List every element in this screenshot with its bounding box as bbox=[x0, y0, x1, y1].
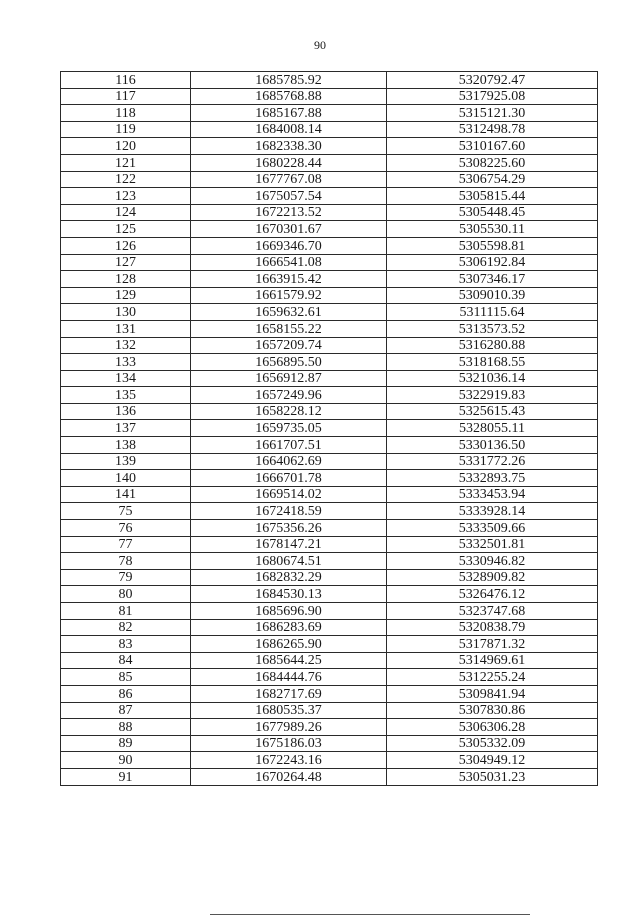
table-row bbox=[61, 320, 598, 337]
y-coordinate-cell: 5317871.32 bbox=[387, 636, 598, 653]
table-row bbox=[61, 652, 598, 669]
table-row bbox=[61, 154, 598, 171]
table-row bbox=[61, 88, 598, 105]
x-coordinate-cell: 1686283.69 bbox=[191, 619, 387, 636]
x-coordinate-cell: 1664062.69 bbox=[191, 453, 387, 470]
x-coordinate-cell: 1669514.02 bbox=[191, 486, 387, 503]
x-coordinate-cell: 1675186.03 bbox=[191, 735, 387, 752]
y-coordinate-cell: 5321036.14 bbox=[387, 370, 598, 387]
point-number-cell: 117 bbox=[61, 88, 191, 105]
table-row bbox=[61, 304, 598, 321]
x-coordinate-cell: 1680228.44 bbox=[191, 154, 387, 171]
x-coordinate-cell: 1678147.21 bbox=[191, 536, 387, 553]
x-coordinate-cell: 1672243.16 bbox=[191, 752, 387, 769]
y-coordinate-cell: 5305332.09 bbox=[387, 735, 598, 752]
table-row bbox=[61, 569, 598, 586]
y-coordinate-cell: 5312498.78 bbox=[387, 121, 598, 138]
y-coordinate-cell: 5308225.60 bbox=[387, 154, 598, 171]
table-row bbox=[61, 204, 598, 221]
table-row bbox=[61, 138, 598, 155]
x-coordinate-cell: 1680535.37 bbox=[191, 702, 387, 719]
x-coordinate-cell: 1686265.90 bbox=[191, 636, 387, 653]
table-row bbox=[61, 254, 598, 271]
x-coordinate-cell: 1684444.76 bbox=[191, 669, 387, 686]
table-row bbox=[61, 105, 598, 122]
point-number-cell: 125 bbox=[61, 221, 191, 238]
point-number-cell: 141 bbox=[61, 486, 191, 503]
point-number-cell: 124 bbox=[61, 204, 191, 221]
table-row bbox=[61, 619, 598, 636]
y-coordinate-cell: 5305598.81 bbox=[387, 237, 598, 254]
table-row bbox=[61, 553, 598, 570]
point-number-cell: 131 bbox=[61, 320, 191, 337]
y-coordinate-cell: 5311115.64 bbox=[387, 304, 598, 321]
y-coordinate-cell: 5316280.88 bbox=[387, 337, 598, 354]
page-number: 90 bbox=[314, 38, 326, 52]
x-coordinate-cell: 1684530.13 bbox=[191, 586, 387, 603]
point-number-cell: 75 bbox=[61, 503, 191, 520]
point-number-cell: 87 bbox=[61, 702, 191, 719]
x-coordinate-cell: 1685768.88 bbox=[191, 88, 387, 105]
x-coordinate-cell: 1659632.61 bbox=[191, 304, 387, 321]
y-coordinate-cell: 5332501.81 bbox=[387, 536, 598, 553]
table-row bbox=[61, 171, 598, 188]
point-number-cell: 118 bbox=[61, 105, 191, 122]
point-number-cell: 132 bbox=[61, 337, 191, 354]
table-row bbox=[61, 735, 598, 752]
x-coordinate-cell: 1666541.08 bbox=[191, 254, 387, 271]
x-coordinate-cell: 1656895.50 bbox=[191, 354, 387, 371]
coordinates-table-body bbox=[61, 72, 598, 786]
point-number-cell: 126 bbox=[61, 237, 191, 254]
y-coordinate-cell: 5323747.68 bbox=[387, 603, 598, 620]
x-coordinate-cell: 1680674.51 bbox=[191, 553, 387, 570]
table-row bbox=[61, 72, 598, 89]
x-coordinate-cell: 1663915.42 bbox=[191, 271, 387, 288]
y-coordinate-cell: 5328055.11 bbox=[387, 420, 598, 437]
x-coordinate-cell: 1675356.26 bbox=[191, 520, 387, 537]
point-number-cell: 137 bbox=[61, 420, 191, 437]
x-coordinate-cell: 1684008.14 bbox=[191, 121, 387, 138]
point-number-cell: 119 bbox=[61, 121, 191, 138]
y-coordinate-cell: 5315121.30 bbox=[387, 105, 598, 122]
table-row bbox=[61, 669, 598, 686]
point-number-cell: 83 bbox=[61, 636, 191, 653]
x-coordinate-cell: 1657249.96 bbox=[191, 387, 387, 404]
point-number-cell: 78 bbox=[61, 553, 191, 570]
y-coordinate-cell: 5307346.17 bbox=[387, 271, 598, 288]
x-coordinate-cell: 1672213.52 bbox=[191, 204, 387, 221]
point-number-cell: 79 bbox=[61, 569, 191, 586]
y-coordinate-cell: 5330946.82 bbox=[387, 553, 598, 570]
bottom-scan-line bbox=[210, 914, 530, 915]
y-coordinate-cell: 5304949.12 bbox=[387, 752, 598, 769]
point-number-cell: 128 bbox=[61, 271, 191, 288]
point-number-cell: 122 bbox=[61, 171, 191, 188]
point-number-cell: 85 bbox=[61, 669, 191, 686]
table-row bbox=[61, 437, 598, 454]
x-coordinate-cell: 1659735.05 bbox=[191, 420, 387, 437]
y-coordinate-cell: 5305031.23 bbox=[387, 768, 598, 785]
table-row bbox=[61, 387, 598, 404]
y-coordinate-cell: 5309010.39 bbox=[387, 287, 598, 304]
y-coordinate-cell: 5305815.44 bbox=[387, 188, 598, 205]
y-coordinate-cell: 5333453.94 bbox=[387, 486, 598, 503]
x-coordinate-cell: 1682338.30 bbox=[191, 138, 387, 155]
point-number-cell: 80 bbox=[61, 586, 191, 603]
table-row bbox=[61, 221, 598, 238]
x-coordinate-cell: 1669346.70 bbox=[191, 237, 387, 254]
point-number-cell: 133 bbox=[61, 354, 191, 371]
table-row bbox=[61, 354, 598, 371]
x-coordinate-cell: 1666701.78 bbox=[191, 470, 387, 487]
y-coordinate-cell: 5305530.11 bbox=[387, 221, 598, 238]
point-number-cell: 84 bbox=[61, 652, 191, 669]
table-row bbox=[61, 603, 598, 620]
coordinates-table-container bbox=[60, 71, 597, 786]
x-coordinate-cell: 1656912.87 bbox=[191, 370, 387, 387]
y-coordinate-cell: 5306192.84 bbox=[387, 254, 598, 271]
x-coordinate-cell: 1672418.59 bbox=[191, 503, 387, 520]
x-coordinate-cell: 1685644.25 bbox=[191, 652, 387, 669]
table-row bbox=[61, 702, 598, 719]
y-coordinate-cell: 5326476.12 bbox=[387, 586, 598, 603]
table-row bbox=[61, 237, 598, 254]
point-number-cell: 136 bbox=[61, 403, 191, 420]
table-row bbox=[61, 752, 598, 769]
y-coordinate-cell: 5320792.47 bbox=[387, 72, 598, 89]
y-coordinate-cell: 5307830.86 bbox=[387, 702, 598, 719]
point-number-cell: 120 bbox=[61, 138, 191, 155]
table-row bbox=[61, 586, 598, 603]
table-row bbox=[61, 536, 598, 553]
y-coordinate-cell: 5318168.55 bbox=[387, 354, 598, 371]
y-coordinate-cell: 5322919.83 bbox=[387, 387, 598, 404]
point-number-cell: 77 bbox=[61, 536, 191, 553]
table-row bbox=[61, 453, 598, 470]
x-coordinate-cell: 1685696.90 bbox=[191, 603, 387, 620]
x-coordinate-cell: 1685785.92 bbox=[191, 72, 387, 89]
point-number-cell: 129 bbox=[61, 287, 191, 304]
point-number-cell: 130 bbox=[61, 304, 191, 321]
point-number-cell: 86 bbox=[61, 685, 191, 702]
x-coordinate-cell: 1677767.08 bbox=[191, 171, 387, 188]
y-coordinate-cell: 5331772.26 bbox=[387, 453, 598, 470]
x-coordinate-cell: 1670301.67 bbox=[191, 221, 387, 238]
table-row bbox=[61, 470, 598, 487]
point-number-cell: 82 bbox=[61, 619, 191, 636]
x-coordinate-cell: 1685167.88 bbox=[191, 105, 387, 122]
table-row bbox=[61, 121, 598, 138]
table-row bbox=[61, 486, 598, 503]
y-coordinate-cell: 5305448.45 bbox=[387, 204, 598, 221]
point-number-cell: 116 bbox=[61, 72, 191, 89]
table-row bbox=[61, 287, 598, 304]
table-row bbox=[61, 719, 598, 736]
y-coordinate-cell: 5310167.60 bbox=[387, 138, 598, 155]
table-row bbox=[61, 520, 598, 537]
point-number-cell: 90 bbox=[61, 752, 191, 769]
y-coordinate-cell: 5313573.52 bbox=[387, 320, 598, 337]
y-coordinate-cell: 5317925.08 bbox=[387, 88, 598, 105]
table-row bbox=[61, 636, 598, 653]
y-coordinate-cell: 5312255.24 bbox=[387, 669, 598, 686]
point-number-cell: 89 bbox=[61, 735, 191, 752]
table-row bbox=[61, 503, 598, 520]
point-number-cell: 139 bbox=[61, 453, 191, 470]
x-coordinate-cell: 1675057.54 bbox=[191, 188, 387, 205]
y-coordinate-cell: 5309841.94 bbox=[387, 685, 598, 702]
table-row bbox=[61, 370, 598, 387]
point-number-cell: 127 bbox=[61, 254, 191, 271]
point-number-cell: 138 bbox=[61, 437, 191, 454]
coordinates-table bbox=[60, 71, 598, 786]
table-row bbox=[61, 271, 598, 288]
y-coordinate-cell: 5330136.50 bbox=[387, 437, 598, 454]
point-number-cell: 135 bbox=[61, 387, 191, 404]
point-number-cell: 81 bbox=[61, 603, 191, 620]
table-row bbox=[61, 337, 598, 354]
y-coordinate-cell: 5320838.79 bbox=[387, 619, 598, 636]
table-row bbox=[61, 188, 598, 205]
y-coordinate-cell: 5306754.29 bbox=[387, 171, 598, 188]
x-coordinate-cell: 1670264.48 bbox=[191, 768, 387, 785]
x-coordinate-cell: 1677989.26 bbox=[191, 719, 387, 736]
y-coordinate-cell: 5306306.28 bbox=[387, 719, 598, 736]
table-row bbox=[61, 768, 598, 785]
point-number-cell: 123 bbox=[61, 188, 191, 205]
y-coordinate-cell: 5325615.43 bbox=[387, 403, 598, 420]
x-coordinate-cell: 1658228.12 bbox=[191, 403, 387, 420]
y-coordinate-cell: 5314969.61 bbox=[387, 652, 598, 669]
y-coordinate-cell: 5332893.75 bbox=[387, 470, 598, 487]
table-row bbox=[61, 420, 598, 437]
y-coordinate-cell: 5333928.14 bbox=[387, 503, 598, 520]
point-number-cell: 91 bbox=[61, 768, 191, 785]
point-number-cell: 140 bbox=[61, 470, 191, 487]
y-coordinate-cell: 5328909.82 bbox=[387, 569, 598, 586]
x-coordinate-cell: 1682717.69 bbox=[191, 685, 387, 702]
x-coordinate-cell: 1682832.29 bbox=[191, 569, 387, 586]
point-number-cell: 88 bbox=[61, 719, 191, 736]
x-coordinate-cell: 1658155.22 bbox=[191, 320, 387, 337]
x-coordinate-cell: 1661707.51 bbox=[191, 437, 387, 454]
y-coordinate-cell: 5333509.66 bbox=[387, 520, 598, 537]
x-coordinate-cell: 1661579.92 bbox=[191, 287, 387, 304]
table-row bbox=[61, 685, 598, 702]
table-row bbox=[61, 403, 598, 420]
point-number-cell: 76 bbox=[61, 520, 191, 537]
x-coordinate-cell: 1657209.74 bbox=[191, 337, 387, 354]
point-number-cell: 121 bbox=[61, 154, 191, 171]
point-number-cell: 134 bbox=[61, 370, 191, 387]
